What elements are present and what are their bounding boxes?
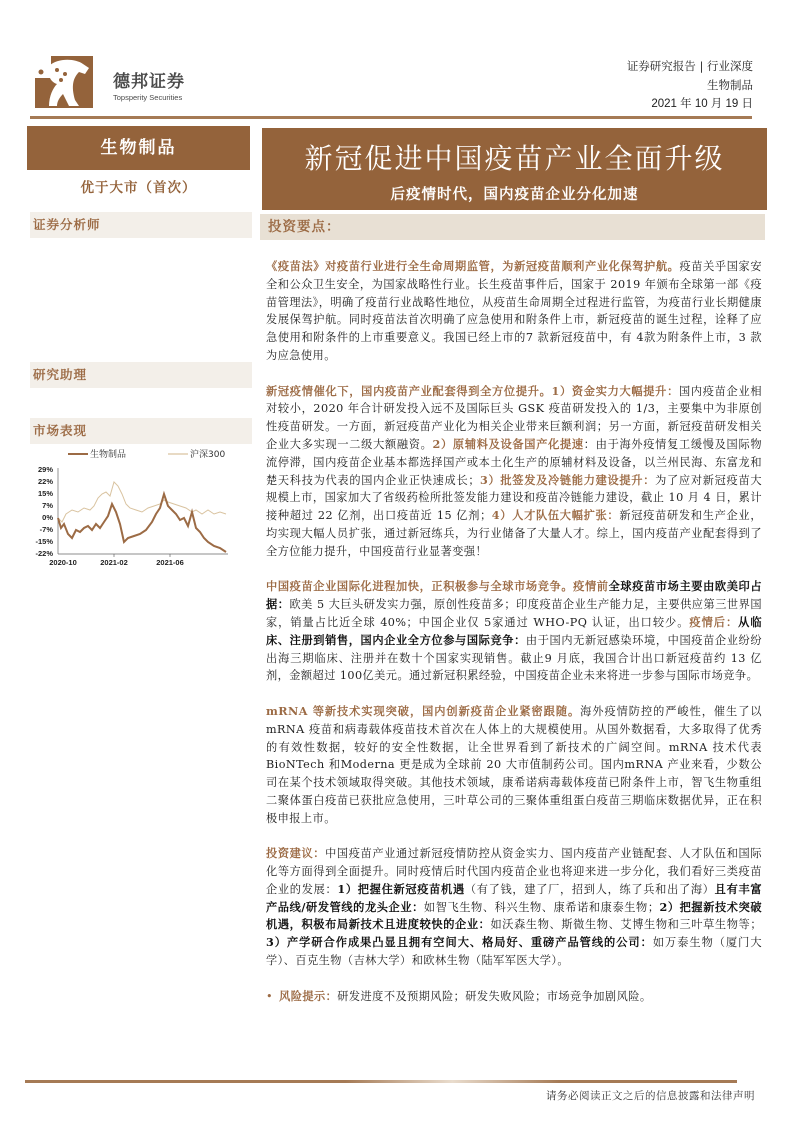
svg-text:15%: 15% xyxy=(37,489,53,498)
paragraph-bold: 从临床、注册到销售，国内企业全方位参与国际竞争： xyxy=(266,614,762,647)
svg-text:22%: 22% xyxy=(37,477,53,486)
paragraph-text: 欧美 5 大巨头研发实力强，原创性疫苗多；印度疫苗企业生产能力足，主要供应第三世界国家，销量占比近全球 40%；中国企业仅 5家通过 WHO-PQ 认证，出口较少。 xyxy=(266,598,762,629)
paragraph-bold: 2）把握新技术突破机遇，积极布局新技术且进度较快的企业： xyxy=(266,899,762,932)
paragraph-text: 由于国内无新冠感染环境，中国疫苗企业纷纷出海三期临床、注册并在数十个国家实现销售。截止9 月底，我国合计出口新冠疫苗约 13 亿剂，金额超过 100亿美元。通过新冠积累经验，中国疫苗企业未来将进一步参与国际市场竞争。 xyxy=(266,633,762,683)
paragraph-risk xyxy=(266,988,762,1006)
bullet-icon: • xyxy=(266,989,274,1003)
paragraph-bold: 全球疫苗市场主要由欧美印占据： xyxy=(266,579,762,612)
svg-text:2021-06: 2021-06 xyxy=(156,558,184,567)
paragraph-text: 如万泰生物（厦门大学）、百克生物（吉林大学）和欧林生物（陆军军医大学）。 xyxy=(266,936,763,968)
report-subtitle: 后疫情时代，国内疫苗企业分化加速 xyxy=(390,186,639,203)
paragraph-lead: 《疫苗法》对疫苗行业进行全生命周期监管，为新冠疫苗顺利产业化保驾护航。 xyxy=(266,259,680,273)
paragraph-text: ：由于海外疫情复工缓慢及国际物流停滞，国内疫苗企业基本都选择国产或本土化生产的原辅材料及设备，以兰州民海、东富龙和楚天科技为代表的国内企业正快速成长； xyxy=(266,437,762,487)
key-points-header: 投资要点： xyxy=(260,214,765,240)
svg-text:-7%: -7% xyxy=(39,525,53,534)
paragraph-text: 国内疫苗企业相对较小，2020 年合计研发投入远不及国际巨头 GSK 疫苗研发投入的 1/3，主要集中为非原创性疫苗研发。一方面，新冠疫苗产业化为相关企业带来巨额利润；另一方面，新冠疫苗研发相关企业大多实现一二级大额融资。 xyxy=(266,384,762,451)
brand-logo-icon xyxy=(35,56,93,108)
paragraph-highlight: 3）批签发及冷链能力建设提升： xyxy=(479,472,656,487)
paragraph-highlight: 2）原辅料及设备国产化提速 xyxy=(432,436,584,451)
svg-text:-15%: -15% xyxy=(35,537,53,546)
report-meta xyxy=(627,57,753,114)
paragraph-lead: mRNA 等新技术实现突破，国内创新疫苗企业紧密跟随。 xyxy=(266,703,581,718)
report-title: 新冠促进中国疫苗产业全面升级 xyxy=(304,142,725,175)
legend-bio-label: 生物制品 xyxy=(90,450,127,460)
analyst-section-label: 证券分析师 xyxy=(30,212,252,238)
report-type: 证券研究报告 | 行业深度 xyxy=(626,59,753,73)
paragraph-bold: 且有丰富产品线/研发管线的龙头企业： xyxy=(266,881,762,914)
report-title-banner xyxy=(262,128,767,210)
paragraph-text: 如智飞生物、科兴生物、康希诺和康泰生物； xyxy=(423,900,660,914)
paragraph-internationalization xyxy=(266,578,762,685)
brand-name-en: Topsperity Securities xyxy=(113,93,183,102)
paragraph-text: 如沃森生物、斯微生物、艾博生物和三叶草生物等； xyxy=(490,918,762,932)
sector-badge: 生物制品 xyxy=(27,126,250,170)
brand xyxy=(113,67,185,102)
svg-text:7%: 7% xyxy=(42,501,53,510)
svg-text:2021-02: 2021-02 xyxy=(100,558,128,567)
paragraph-highlight: 疫情后： xyxy=(689,614,739,629)
rating-label: 优于大市（首次） xyxy=(80,180,197,196)
report-industry: 生物制品 xyxy=(707,78,753,92)
paragraph-lead: 新冠疫情催化下，国内疫苗产业配套得到全方位提升。1）资金实力大幅提升： xyxy=(266,383,679,398)
header-divider xyxy=(30,116,752,119)
report-date: 2021 年 10 月 19 日 xyxy=(651,98,753,110)
paragraph-text: 为了应对新冠疫苗大规模上市，国家加大了省级药检所批签发能力建设和疫苗冷链能力建设，截止 10 月 4 日，累计接种超过 22 亿剂，出口疫苗近 15 亿剂； xyxy=(266,473,762,523)
paragraph-text: 新冠疫苗研发和生产企业，均实现大幅人员扩张，通过新冠练兵，为行业储备了大量人才。综上，国内疫苗产业配套得到了全方位能力提升，中国疫苗行业显著变强！ xyxy=(266,509,762,558)
paragraph-highlight: 4）人才队伍大幅扩张： xyxy=(491,508,620,523)
paragraph-vaccine-law xyxy=(266,258,762,365)
market-section-label: 市场表现 xyxy=(30,418,252,444)
footer-disclaimer: 请务必阅读正文之后的信息披露和法律声明 xyxy=(546,1090,755,1102)
assistant-section-label: 研究助理 xyxy=(30,362,252,388)
svg-text:29%: 29% xyxy=(37,465,53,474)
svg-text:0%: 0% xyxy=(42,513,53,522)
paragraph-text: 疫苗关乎国家安全和公众卫生安全，为国家战略性行业。长生疫苗事件后，国家于 2019 年颁布全球第一部《疫苗管理法》，明确了疫苗行业战略性地位，从疫苗生命周期全过程进行监管，为疫苗行业长期健康发展保驾护航。同时疫苗法首次明确了应急使用和附条件上市，新冠疫苗的诞生过程，诠释了应急使用和附条件的上市重要意义。我国已经上市的7 款新冠疫苗中，有 4款为附条件上市，3 款为应急使用。 xyxy=(266,260,762,362)
paragraph-investment-advice xyxy=(266,845,762,970)
paragraph-industry-upgrade xyxy=(266,383,762,561)
paragraph-text: 海外疫情防控的严峻性，催生了以 mRNA 疫苗和病毒载体疫苗技术首次在人体上的大规模使用。从国外数据看，大多取得了优秀的有效性数据，较好的安全性数据，让全世界看到了新技术的广阔空间。mRNA 技术代表 BioNTech 和Moderna 更是成为全球前 20 大市值制药公司。国内mRNA 产业来看，少数公司在某个技术领域取得突破。其他技术领域，康希诺病毒载体疫苗已附条件上市，智飞生物重组二聚体蛋白疫苗已获批应急使用，三叶草公司的三聚体重组蛋白疫苗三期临床数据优异，正在积极申报上市。 xyxy=(266,704,762,825)
paragraph-text: 中国疫苗产业通过新冠疫情防控从资金实力、国内疫苗产业链配套、人才队伍和国际化等方面得到全面提升。同时疫情后时代国内疫苗企业也将迎来进一步分化，我们看好三类疫苗企业的发展： xyxy=(266,847,762,896)
paragraph-text: （有了钱，建了厂，招到人，练了兵和出了海） xyxy=(464,882,715,896)
paragraph-lead: 投资建议： xyxy=(266,846,326,861)
svg-text:2020-10: 2020-10 xyxy=(49,558,77,567)
paragraph-text: 研发进度不及预期风险；研发失败风险；市场竞争加剧风险。 xyxy=(337,989,652,1003)
report-body xyxy=(266,258,762,1023)
paragraph-bold: 1）把握住新冠疫苗机遇 xyxy=(337,881,465,896)
brand-name-cn: 德邦证券 xyxy=(113,72,185,92)
footer-divider xyxy=(25,1080,737,1083)
legend-hs300-label: 沪深300 xyxy=(190,450,226,460)
paragraph-mrna xyxy=(266,703,762,828)
paragraph-lead: 中国疫苗企业国际化进程加快，正积极参与全球市场竞争。疫情前 xyxy=(266,579,609,594)
market-performance-chart xyxy=(28,446,240,571)
svg-text:-22%: -22% xyxy=(35,549,53,558)
paragraph-lead: 风险提示： xyxy=(279,988,338,1003)
paragraph-bold: 3）产学研合作成果凸显且拥有空间大、格局好、重磅产品管线的公司： xyxy=(266,935,653,950)
